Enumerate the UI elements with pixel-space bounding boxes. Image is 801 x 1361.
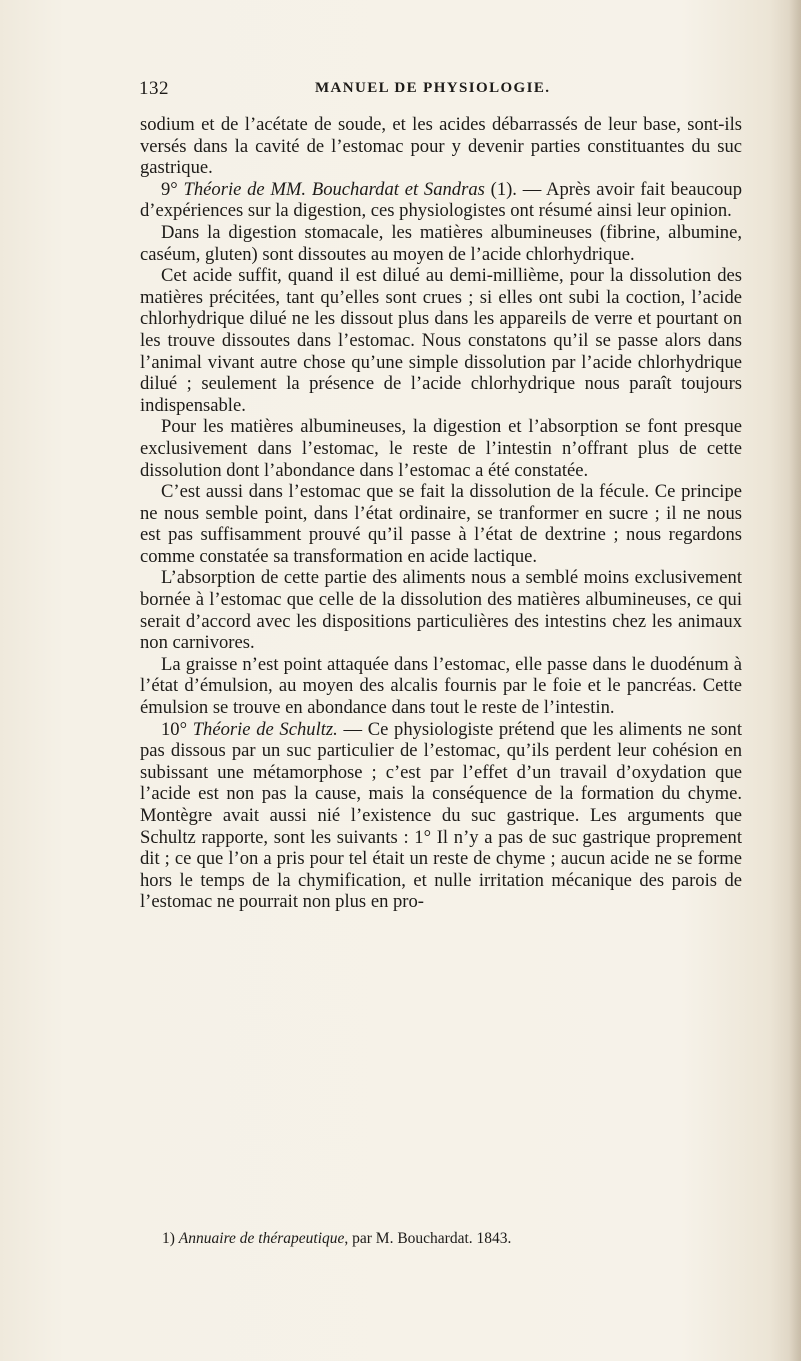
section-heading-schultz: Théorie de Schultz.	[192, 718, 338, 740]
paragraph-text: Pour les matières albumineuses, la digestion et l’absorption se font presque exclusivement dans l’estomac, le reste de l’intestin n’offrant plus de cette dissolution dont l’abondance dans l’estomac a été constatée.	[140, 416, 742, 481]
section-heading-bouchardat-sandras: Théorie de MM. Bouchardat et Sandras	[183, 178, 485, 200]
paragraph-text: — Ce physiologiste prétend que les aliments ne sont pas dissous par un suc particulier de l’estomac, qu’ils perdent leur cohésion en subissant une métamorphose ; c’est par l’effet d’un travail d’oxydation que l’acide est non pas la cause, mais la conséquence de la formation du chyme. Montègre avait aussi nié l’existence du suc gastrique. Les arguments que Schultz rapporte, sont les suivants : 1° Il n’y a pas de suc gastrique proprement dit ; ce que l’on a pris pour tel était un reste de chyme ; aucun acide ne se forme hors le temps de la chymification, et nulle irritation mécanique des parois de l’estomac ne pourrait non plus en pro-	[140, 718, 742, 913]
page-header	[139, 78, 739, 108]
paragraph-prefix: 10°	[161, 718, 193, 740]
paragraph-5	[140, 416, 742, 481]
paragraph-text: (1). — Après avoir fait beaucoup d’expériences sur la digestion, ces physiologistes ont résumé ainsi leur opinion.	[140, 178, 742, 222]
paragraph-text: La graisse n’est point attaquée dans l’estomac, elle passe dans le duodénum à l’état d’émulsion, au moyen des alcalis fournis par le foie et le pancréas. Cette émulsion se trouve en abondance dans tout le reste de l’intestin.	[140, 653, 742, 719]
paragraph-text: Dans la digestion stomacale, les matières albumineuses (fibrine, albumine, caséum, gluten) sont dissoutes au moyen de l’acide chlorhydrique.	[140, 221, 742, 265]
paragraph-8	[140, 654, 742, 719]
paragraph-text: L’absorption de cette partie des aliments nous a semblé moins exclusivement bornée à l’estomac que celle de la dissolution des matières albumineuses, ce qui serait d’accord avec les dispositions particulières des intestins chez les animaux non carnivores.	[140, 567, 742, 654]
running-head: MANUEL DE PHYSIOLOGIE.	[315, 80, 551, 96]
paragraph-prefix: 9°	[161, 178, 184, 200]
page-edge-shadow	[789, 0, 801, 1361]
paragraph-4	[140, 265, 742, 416]
body-text	[140, 114, 742, 913]
footnote-text: , par M. Bouchardat. 1843.	[344, 1230, 512, 1247]
paragraph-3	[140, 222, 742, 265]
page-number: 132	[139, 78, 169, 99]
footnote-prefix: 1)	[162, 1230, 179, 1247]
paragraph-6	[140, 481, 742, 567]
paragraph-7	[140, 567, 742, 653]
footnote-title: Annuaire de thérapeutique	[178, 1230, 345, 1247]
paragraph-text: sodium et de l’acétate de soude, et les acides débarrassés de leur base, sont-ils versés dans la cavité de l’estomac pour y devenir parties constituantes du suc gastrique.	[140, 114, 742, 179]
paragraph-2	[140, 179, 742, 222]
paragraph-text: C’est aussi dans l’estomac que se fait la dissolution de la fécule. Ce principe ne nous semble point, dans l’état ordinaire, se tranformer en sucre ; il ne nous est pas suffisamment prouvé qu’il passe à l’état de dextrine ; nous regardons comme constatée sa transformation en acide lactique.	[140, 481, 742, 567]
paragraph-9	[140, 719, 742, 913]
paragraph-1	[140, 114, 742, 179]
paragraph-text: Cet acide suffit, quand il est dilué au demi-millième, pour la dissolution des matières précitées, tant qu’elles sont crues ; si elles ont subi la coction, l’acide chlorhydrique dilué ne les dissout plus dans les appareils de verre et pourtant on les trouve dissoutes dans l’estomac. Nous constatons qu’il se passe alors dans l’animal vivant autre chose qu’une simple dissolution par l’acide chlorhydrique dilué ; seulement la présence de l’acide chlorhydrique nous paraît toujours indispensable.	[140, 265, 742, 416]
footnote	[162, 1229, 742, 1248]
